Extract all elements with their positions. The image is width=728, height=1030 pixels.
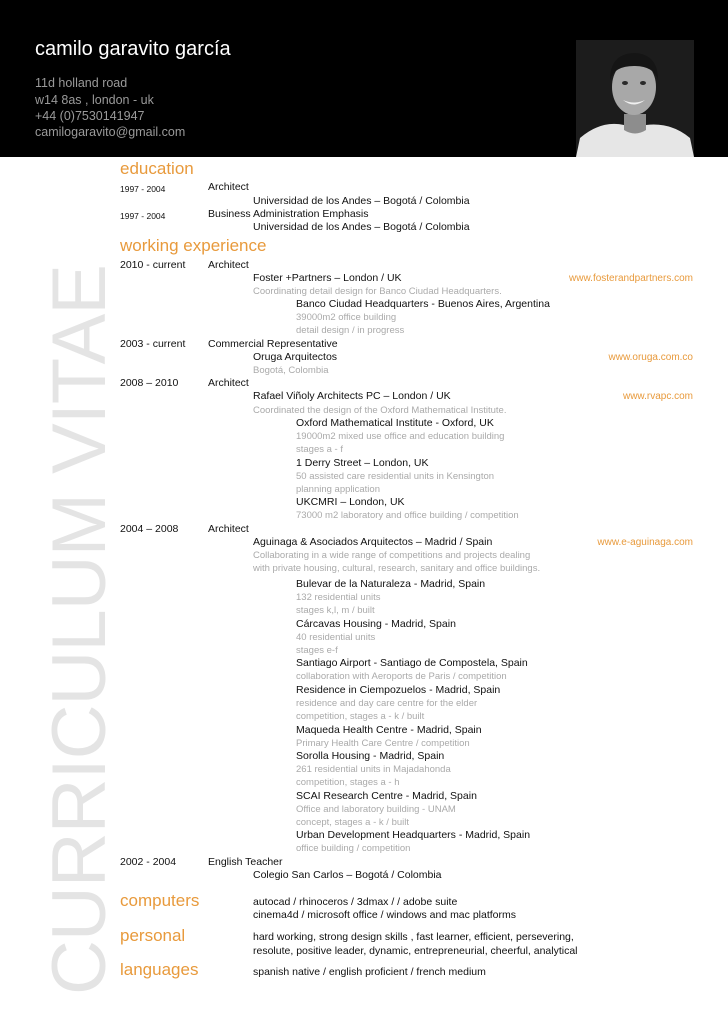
job-company: Foster +Partners – London / UK xyxy=(253,272,402,284)
project-title: SCAI Research Centre - Madrid, Spain xyxy=(296,790,477,802)
project-detail: 73000 m2 laboratory and office building / competition xyxy=(296,510,519,521)
job-description: Coordinating detail design for Banco Ciudad Headquarters. xyxy=(253,286,502,297)
project-detail: competition, stages a - k / built xyxy=(296,711,425,722)
project-title: Banco Ciudad Headquarters - Buenos Aires, Argentina xyxy=(296,298,550,310)
job-description: Bogotá, Colombia xyxy=(253,365,329,376)
project-detail: residence and day care centre for the elder xyxy=(296,698,478,709)
project-detail: collaboration with Aeroports de Paris / competition xyxy=(296,671,507,682)
job-description: Coordinated the design of the Oxford Mathematical Institute. xyxy=(253,405,507,416)
job-dates: 2008 – 2010 xyxy=(120,377,179,389)
skill-line: autocad / rhinoceros / 3dmax / / adobe suite xyxy=(253,896,458,908)
candidate-name: camilo garavito garcía xyxy=(35,38,231,60)
personal-line: hard working, strong design skills , fast learner, efficient, persevering, xyxy=(253,931,574,943)
project-detail: 261 residential units in Majadahonda xyxy=(296,764,451,775)
project-detail: stages k,l, m / built xyxy=(296,605,375,616)
project-title: Oxford Mathematical Institute - Oxford, UK xyxy=(296,417,494,429)
project-detail: 19000m2 mixed use office and education building xyxy=(296,431,505,442)
project-detail: 132 residential units xyxy=(296,592,381,603)
project-title: Urban Development Headquarters - Madrid, Spain xyxy=(296,829,531,841)
header-banner xyxy=(0,0,728,157)
address-line: 11d holland road xyxy=(35,76,128,90)
job-company: Rafael Viñoly Architects PC – London / UK xyxy=(253,390,451,402)
company-link[interactable]: www.oruga.com.co xyxy=(608,352,693,363)
job-role: Architect xyxy=(208,523,249,535)
education-dates: 1997 - 2004 xyxy=(120,184,166,194)
address-line: w14 8as , london - uk xyxy=(35,93,154,107)
job-description: with private housing, cultural, research, sanitary and office buildings. xyxy=(253,563,541,574)
profile-photo xyxy=(576,40,694,157)
job-role: Architect xyxy=(208,259,249,271)
project-title: 1 Derry Street – London, UK xyxy=(296,457,429,469)
job-company: Aguinaga & Asociados Arquitectos – Madrid / Spain xyxy=(253,536,493,548)
job-role: Architect xyxy=(208,377,249,389)
email-address: camilogaravito@gmail.com xyxy=(35,125,186,139)
project-title: Cárcavas Housing - Madrid, Spain xyxy=(296,618,456,630)
project-detail: office building / competition xyxy=(296,843,411,854)
curriculum-vitae-watermark: CURRICULUM VITAE xyxy=(37,265,122,995)
education-institution: Universidad de los Andes – Bogotá / Colombia xyxy=(253,221,470,233)
section-computers: computers xyxy=(120,891,200,910)
project-title: Residence in Ciempozuelos - Madrid, Spain xyxy=(296,684,501,696)
project-title: Maqueda Health Centre - Madrid, Spain xyxy=(296,724,482,736)
job-role: English Teacher xyxy=(208,856,283,868)
education-title: Architect xyxy=(208,181,249,193)
section-personal: personal xyxy=(120,926,186,945)
section-languages: languages xyxy=(120,960,199,979)
phone-number: +44 (0)7530141947 xyxy=(35,109,145,123)
project-detail: 50 assisted care residential units in Kensington xyxy=(296,471,495,482)
project-title: UKCMRI – London, UK xyxy=(296,496,405,508)
project-title: Santiago Airport - Santiago de Compostela, Spain xyxy=(296,657,528,669)
job-company: Colegio San Carlos – Bogotá / Colombia xyxy=(253,869,442,881)
project-detail: concept, stages a - k / built xyxy=(296,817,410,828)
section-education: education xyxy=(120,159,194,178)
project-detail: stages e-f xyxy=(296,645,338,656)
project-detail: competition, stages a - h xyxy=(296,777,400,788)
education-institution: Universidad de los Andes – Bogotá / Colombia xyxy=(253,195,470,207)
project-detail: stages a - f xyxy=(296,444,343,455)
company-link[interactable]: www.e-aguinaga.com xyxy=(597,537,693,548)
project-detail: Office and laboratory building - UNAM xyxy=(296,804,456,815)
job-role: Commercial Representative xyxy=(208,338,338,350)
project-title: Bulevar de la Naturaleza - Madrid, Spain xyxy=(296,578,486,590)
project-title: Sorolla Housing - Madrid, Spain xyxy=(296,750,445,762)
company-link[interactable]: www.fosterandpartners.com xyxy=(569,273,693,284)
job-dates: 2004 – 2008 xyxy=(120,523,179,535)
job-dates: 2003 - current xyxy=(120,338,186,350)
job-dates: 2002 - 2004 xyxy=(120,856,177,868)
skill-line: cinema4d / microsoft office / windows and mac platforms xyxy=(253,909,516,921)
job-company: Oruga Arquitectos xyxy=(253,351,338,363)
project-detail: detail design / in progress xyxy=(296,325,405,336)
job-dates: 2010 - current xyxy=(120,259,186,271)
personal-line: resolute, positive leader, dynamic, entrepreneurial, cheerful, analytical xyxy=(253,945,578,957)
project-detail: Primary Health Care Centre / competition xyxy=(296,738,470,749)
education-title: Business Administration Emphasis xyxy=(208,208,369,220)
project-detail: 40 residential units xyxy=(296,632,376,643)
education-dates: 1997 - 2004 xyxy=(120,211,166,221)
job-description: Collaborating in a wide range of competitions and projects dealing xyxy=(253,550,531,561)
project-detail: 39000m2 office building xyxy=(296,312,397,323)
project-detail: planning application xyxy=(296,484,380,495)
languages-line: spanish native / english proficient / french medium xyxy=(253,966,486,978)
section-working-experience: working experience xyxy=(120,236,267,255)
company-link[interactable]: www.rvapc.com xyxy=(622,391,693,402)
